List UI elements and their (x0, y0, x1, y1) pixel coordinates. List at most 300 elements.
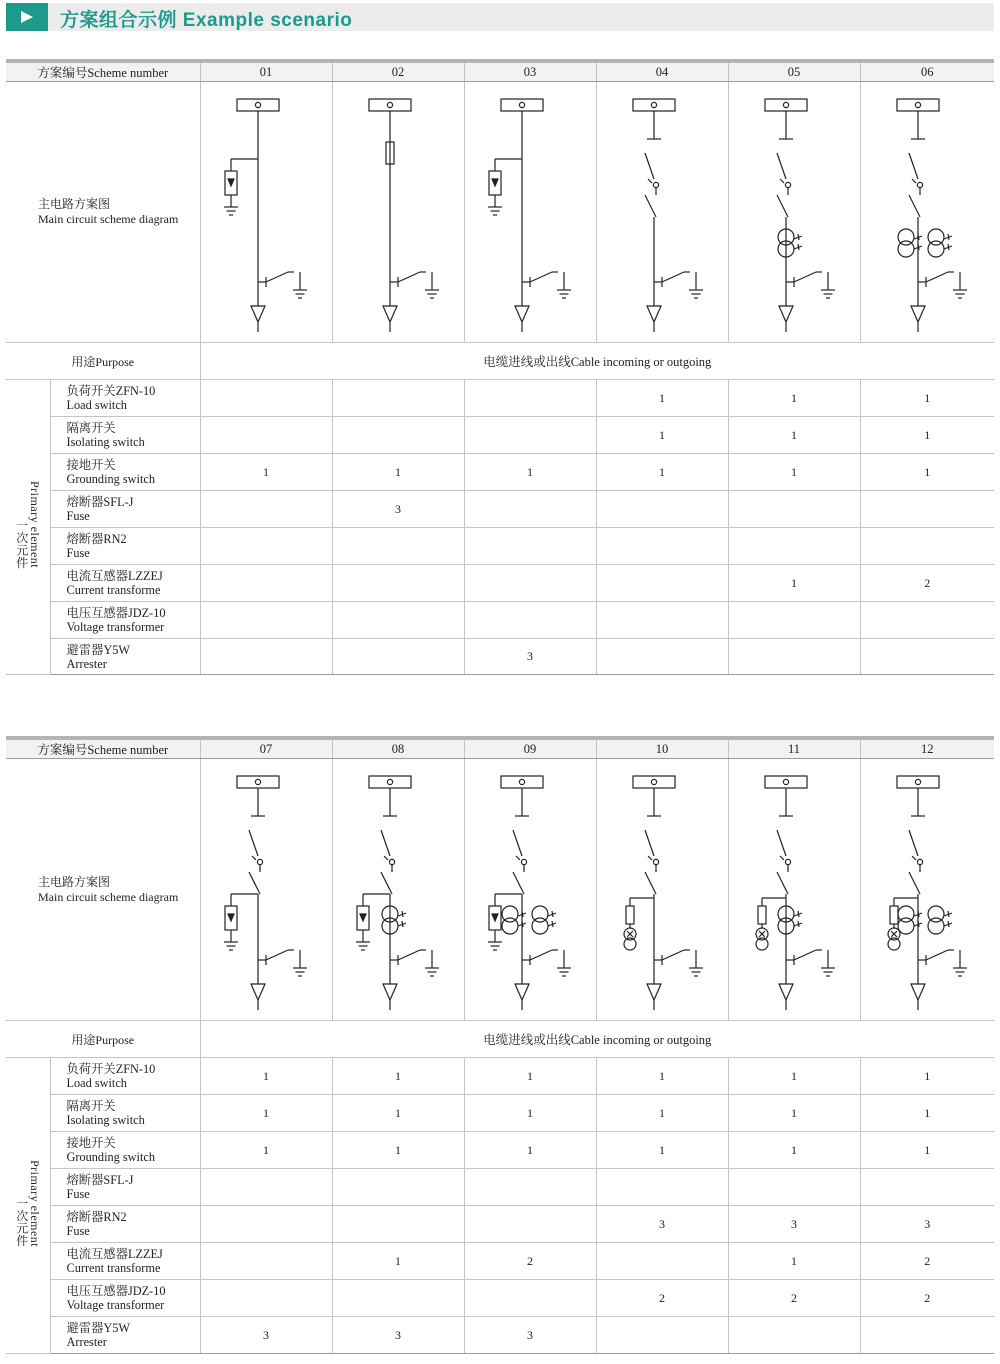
purpose-value: 电缆进线或出线Cable incoming or outgoing (200, 343, 994, 380)
switch-contact-mark (912, 856, 916, 860)
element-label (50, 602, 200, 639)
ct-hash (402, 921, 403, 927)
earth-switch-blade (266, 950, 288, 960)
scheme-number: 10 (596, 738, 728, 759)
cable-end-icon (647, 984, 661, 1000)
element-name-cn: 电压互感器JDZ-10 (66, 606, 166, 620)
switch-contact (389, 859, 394, 864)
scheme-number: 01 (200, 61, 332, 82)
element-name-en: Arrester (66, 1335, 107, 1349)
element-name-en: Current transforme (66, 1261, 161, 1275)
diagram-label-cn: 主电路方案图 (38, 874, 111, 889)
busbar-terminal (369, 776, 411, 788)
element-name-cn: 隔离开关 (66, 1099, 116, 1113)
ct-hash (552, 911, 553, 917)
element-count: 1 (596, 454, 728, 491)
switch-contact (785, 859, 790, 864)
group-label-en: Primary element (27, 481, 42, 569)
element-name-cn: 熔断器SFL-J (66, 495, 134, 509)
circuit-diagram (861, 82, 992, 342)
terminal-dot (255, 102, 260, 107)
switch-contact (653, 859, 658, 864)
element-count (860, 639, 994, 675)
element-count (332, 380, 464, 417)
circuit-diagram-cell (200, 82, 332, 343)
element-count (200, 380, 332, 417)
cable-end-icon (251, 306, 265, 322)
element-name-en: Voltage transformer (66, 620, 165, 634)
element-count: 2 (860, 1243, 994, 1280)
earth-switch-blade (530, 272, 552, 282)
circuit-diagram (333, 82, 464, 342)
element-count: 1 (728, 1243, 860, 1280)
element-count: 1 (596, 380, 728, 417)
isolating-switch-blade (777, 153, 786, 179)
current-transformer-icon (898, 918, 914, 934)
cable-end-icon (779, 306, 793, 322)
element-name-en: Isolating switch (66, 435, 145, 449)
ct-hash (798, 911, 799, 917)
element-count (464, 1169, 596, 1206)
diagram-row-label (6, 82, 200, 343)
terminal-dot (783, 779, 788, 784)
element-count: 1 (464, 454, 596, 491)
element-name-cn: 熔断器RN2 (66, 532, 127, 546)
group-label-cn: 一次元件 (14, 518, 29, 569)
element-count (728, 1169, 860, 1206)
switch-contact (257, 859, 262, 864)
terminal-dot (519, 779, 524, 784)
earth-switch-blade (398, 272, 420, 282)
isolating-switch-blade (909, 153, 918, 179)
section-marker (6, 3, 48, 31)
isolating-switch-blade (381, 830, 390, 856)
element-label (50, 528, 200, 565)
element-count: 1 (860, 1132, 994, 1169)
element-name-en: Fuse (66, 1224, 90, 1238)
element-count: 3 (596, 1206, 728, 1243)
current-transformer-icon (532, 918, 548, 934)
group-label-cn: 一次元件 (14, 1197, 29, 1248)
terminal-dot (519, 102, 524, 107)
element-count: 1 (728, 1058, 860, 1095)
element-name-en: Grounding switch (66, 472, 155, 486)
scheme-table-2 (6, 736, 994, 1354)
element-count (860, 1317, 994, 1354)
element-count (464, 380, 596, 417)
element-count (596, 1243, 728, 1280)
element-name-en: Current transforme (66, 583, 161, 597)
element-label (50, 639, 200, 675)
element-count (200, 528, 332, 565)
element-label (50, 1058, 200, 1095)
element-count: 1 (860, 417, 994, 454)
current-transformer-icon (898, 241, 914, 257)
cable-end-icon (647, 306, 661, 322)
element-count: 1 (464, 1058, 596, 1095)
element-count (464, 491, 596, 528)
ct-hash (948, 234, 949, 240)
current-transformer-icon (928, 241, 944, 257)
element-count (332, 565, 464, 602)
element-count: 1 (200, 1058, 332, 1095)
element-count: 2 (860, 565, 994, 602)
element-count (728, 639, 860, 675)
circuit-diagram (597, 759, 728, 1020)
cable-end-icon (911, 984, 925, 1000)
element-count: 3 (860, 1206, 994, 1243)
load-switch-blade (381, 872, 392, 894)
element-name-en: Load switch (66, 1076, 127, 1090)
element-count: 1 (860, 380, 994, 417)
element-name-en: Load switch (66, 398, 127, 412)
ct-hash (948, 244, 949, 250)
scheme-number: 09 (464, 738, 596, 759)
element-count (728, 491, 860, 528)
busbar-terminal (237, 99, 279, 111)
element-count: 1 (200, 1132, 332, 1169)
cable-end-icon (515, 306, 529, 322)
element-count: 1 (860, 1095, 994, 1132)
scheme-number: 07 (200, 738, 332, 759)
isolating-switch-blade (909, 830, 918, 856)
element-count: 1 (332, 1132, 464, 1169)
element-name-cn: 接地开关 (66, 458, 116, 472)
play-arrow-icon (20, 10, 34, 24)
element-count (332, 1169, 464, 1206)
load-switch-blade (909, 195, 920, 217)
switch-contact (653, 182, 658, 187)
diagram-label-cn: 主电路方案图 (38, 197, 111, 211)
element-count: 3 (464, 639, 596, 675)
ct-hash (798, 244, 799, 250)
element-count (332, 1280, 464, 1317)
element-name-en: Grounding switch (66, 1150, 155, 1164)
circuit-diagram-cell (596, 82, 728, 343)
element-count: 2 (596, 1280, 728, 1317)
busbar-terminal (765, 99, 807, 111)
element-name-en: Isolating switch (66, 1113, 145, 1127)
busbar-terminal (633, 99, 675, 111)
element-count (596, 491, 728, 528)
element-count: 3 (728, 1206, 860, 1243)
element-count (200, 1206, 332, 1243)
busbar-terminal (897, 99, 939, 111)
primary-element-group (6, 380, 50, 675)
element-count: 2 (464, 1243, 596, 1280)
vt-fuse-icon (890, 906, 898, 924)
element-count (728, 528, 860, 565)
circuit-diagram-cell (860, 759, 994, 1021)
switch-contact (521, 859, 526, 864)
earth-switch-blade (662, 950, 684, 960)
element-label (50, 1206, 200, 1243)
element-count (332, 1206, 464, 1243)
element-count: 1 (200, 454, 332, 491)
circuit-diagram-cell (596, 759, 728, 1021)
circuit-diagram (333, 759, 464, 1020)
element-count: 1 (860, 454, 994, 491)
busbar-terminal (501, 99, 543, 111)
load-switch-blade (777, 195, 788, 217)
element-count: 3 (464, 1317, 596, 1354)
load-switch-blade (909, 872, 920, 894)
element-count (596, 602, 728, 639)
switch-contact-mark (780, 856, 784, 860)
load-switch-blade (645, 872, 656, 894)
scheme-number: 08 (332, 738, 464, 759)
element-name-cn: 电流互感器LZZEJ (66, 1247, 163, 1261)
scheme-number-label: 方案编号Scheme number (6, 738, 200, 759)
element-count: 1 (332, 1243, 464, 1280)
primary-element-group (6, 1058, 50, 1354)
switch-contact (785, 182, 790, 187)
switch-contact-mark (648, 179, 652, 183)
switch-contact (917, 182, 922, 187)
circuit-diagram-cell (464, 759, 596, 1021)
terminal-dot (783, 102, 788, 107)
earth-switch-blade (926, 950, 948, 960)
element-count: 3 (332, 1317, 464, 1354)
vt-fuse-icon (758, 906, 766, 924)
circuit-diagram (201, 759, 332, 1020)
isolating-switch-blade (513, 830, 522, 856)
ct-hash (948, 911, 949, 917)
purpose-label: 用途Purpose (6, 343, 200, 380)
element-name-cn: 避雷器Y5W (66, 642, 131, 657)
element-label (50, 1243, 200, 1280)
circuit-diagram (729, 82, 860, 342)
element-count (464, 1206, 596, 1243)
switch-contact-mark (252, 856, 256, 860)
element-count (332, 528, 464, 565)
scheme-number: 12 (860, 738, 994, 759)
diagram-label-en: Main circuit scheme diagram (38, 212, 179, 226)
element-count (860, 1169, 994, 1206)
cable-end-icon (911, 306, 925, 322)
element-count: 2 (728, 1280, 860, 1317)
element-count: 1 (332, 454, 464, 491)
earth-switch-blade (266, 272, 288, 282)
element-count (860, 491, 994, 528)
circuit-diagram (465, 759, 596, 1020)
element-count (464, 1280, 596, 1317)
element-count (200, 602, 332, 639)
element-count (596, 1169, 728, 1206)
circuit-diagram-cell (728, 759, 860, 1021)
arrester-arrow (360, 914, 366, 921)
element-count: 1 (464, 1095, 596, 1132)
circuit-diagram-cell (464, 82, 596, 343)
element-label (50, 1132, 200, 1169)
element-count: 1 (596, 417, 728, 454)
switch-contact-mark (912, 179, 916, 183)
cable-end-icon (383, 984, 397, 1000)
element-count: 1 (332, 1095, 464, 1132)
element-name-en: Fuse (66, 546, 90, 560)
element-count (464, 602, 596, 639)
switch-contact-mark (648, 856, 652, 860)
load-switch-blade (249, 872, 260, 894)
busbar-terminal (765, 776, 807, 788)
element-count (596, 528, 728, 565)
scheme-table-1 (6, 59, 994, 675)
circuit-diagram-cell (332, 82, 464, 343)
element-count: 1 (860, 1058, 994, 1095)
terminal-dot (915, 102, 920, 107)
element-label (50, 1169, 200, 1206)
load-switch-blade (777, 872, 788, 894)
element-count: 1 (728, 1095, 860, 1132)
element-count (200, 1280, 332, 1317)
element-name-cn: 熔断器RN2 (66, 1210, 127, 1224)
circuit-diagram (597, 82, 728, 342)
scheme-number: 02 (332, 61, 464, 82)
element-name-cn: 隔离开关 (66, 421, 116, 435)
scheme-number: 03 (464, 61, 596, 82)
isolating-switch-blade (645, 830, 654, 856)
element-count (200, 1243, 332, 1280)
element-count: 1 (596, 1132, 728, 1169)
element-name-cn: 熔断器SFL-J (66, 1173, 134, 1187)
terminal-dot (651, 779, 656, 784)
earth-switch-blade (926, 272, 948, 282)
arrester-arrow (228, 914, 234, 921)
element-count: 2 (860, 1280, 994, 1317)
load-switch-blade (513, 872, 524, 894)
switch-contact-mark (516, 856, 520, 860)
terminal-dot (651, 102, 656, 107)
element-count (332, 602, 464, 639)
diagram-row-label (6, 759, 200, 1021)
cable-end-icon (515, 984, 529, 1000)
element-label (50, 565, 200, 602)
busbar-terminal (237, 776, 279, 788)
element-count (464, 417, 596, 454)
scheme-number: 04 (596, 61, 728, 82)
element-count: 1 (596, 1095, 728, 1132)
element-count (728, 1317, 860, 1354)
current-transformer-icon (928, 918, 944, 934)
element-count: 3 (332, 491, 464, 528)
ct-hash (552, 921, 553, 927)
element-count (200, 639, 332, 675)
ct-hash (798, 234, 799, 240)
section-header (6, 3, 994, 31)
earth-switch-blade (398, 950, 420, 960)
circuit-diagram-cell (860, 82, 994, 343)
element-label (50, 454, 200, 491)
element-name-cn: 负荷开关ZFN-10 (66, 1062, 156, 1076)
cable-end-icon (251, 984, 265, 1000)
element-count: 1 (464, 1132, 596, 1169)
busbar-terminal (633, 776, 675, 788)
element-count (200, 565, 332, 602)
element-count (596, 639, 728, 675)
element-count (332, 417, 464, 454)
circuit-diagram-cell (200, 759, 332, 1021)
scheme-number: 06 (860, 61, 994, 82)
element-count (464, 528, 596, 565)
element-count (860, 528, 994, 565)
diagram-label-en: Main circuit scheme diagram (38, 889, 179, 904)
element-count (200, 1169, 332, 1206)
element-count: 1 (728, 380, 860, 417)
element-name-en: Voltage transformer (66, 1298, 165, 1312)
isolating-switch-blade (645, 153, 654, 179)
busbar-terminal (897, 776, 939, 788)
element-count (200, 491, 332, 528)
busbar-terminal (369, 99, 411, 111)
circuit-diagram (465, 82, 596, 342)
earth-switch-blade (794, 272, 816, 282)
element-count (596, 1317, 728, 1354)
element-count: 1 (728, 1132, 860, 1169)
element-name-cn: 避雷器Y5W (66, 1321, 131, 1335)
arrester-arrow (492, 914, 498, 921)
element-label (50, 491, 200, 528)
element-count: 3 (200, 1317, 332, 1354)
ct-hash (798, 921, 799, 927)
element-count: 1 (332, 1058, 464, 1095)
group-label-en: Primary element (27, 1159, 42, 1248)
earth-switch-blade (794, 950, 816, 960)
purpose-label: 用途Purpose (6, 1021, 200, 1058)
element-count (464, 565, 596, 602)
element-name-en: Fuse (66, 1187, 90, 1201)
ct-hash (402, 911, 403, 917)
circuit-diagram (201, 82, 332, 342)
element-count (332, 639, 464, 675)
scheme-number: 11 (728, 738, 860, 759)
element-count (860, 602, 994, 639)
terminal-dot (387, 102, 392, 107)
element-count (200, 417, 332, 454)
section-title: 方案组合示例 Example scenario (60, 10, 353, 31)
cable-end-icon (779, 984, 793, 1000)
element-count: 1 (728, 417, 860, 454)
vt-fuse-icon (626, 906, 634, 924)
element-count: 1 (728, 565, 860, 602)
element-count (728, 602, 860, 639)
arrester-arrow (492, 179, 498, 186)
element-name-cn: 负荷开关ZFN-10 (66, 384, 156, 398)
ct-hash (948, 921, 949, 927)
terminal-dot (387, 779, 392, 784)
arrester-arrow (228, 179, 234, 186)
circuit-diagram-cell (332, 759, 464, 1021)
element-count: 1 (728, 454, 860, 491)
element-count (596, 565, 728, 602)
element-label (50, 380, 200, 417)
scheme-number-label: 方案编号Scheme number (6, 61, 200, 82)
element-name-en: Arrester (66, 656, 107, 671)
circuit-diagram (729, 759, 860, 1020)
element-name-cn: 电压互感器JDZ-10 (66, 1284, 166, 1298)
element-name-cn: 接地开关 (66, 1136, 116, 1150)
element-label (50, 417, 200, 454)
switch-contact-mark (780, 179, 784, 183)
circuit-diagram-cell (728, 82, 860, 343)
scheme-number: 05 (728, 61, 860, 82)
earth-switch-blade (662, 272, 684, 282)
element-label (50, 1095, 200, 1132)
element-count: 1 (200, 1095, 332, 1132)
cable-end-icon (383, 306, 397, 322)
switch-contact (917, 859, 922, 864)
element-label (50, 1280, 200, 1317)
terminal-dot (915, 779, 920, 784)
